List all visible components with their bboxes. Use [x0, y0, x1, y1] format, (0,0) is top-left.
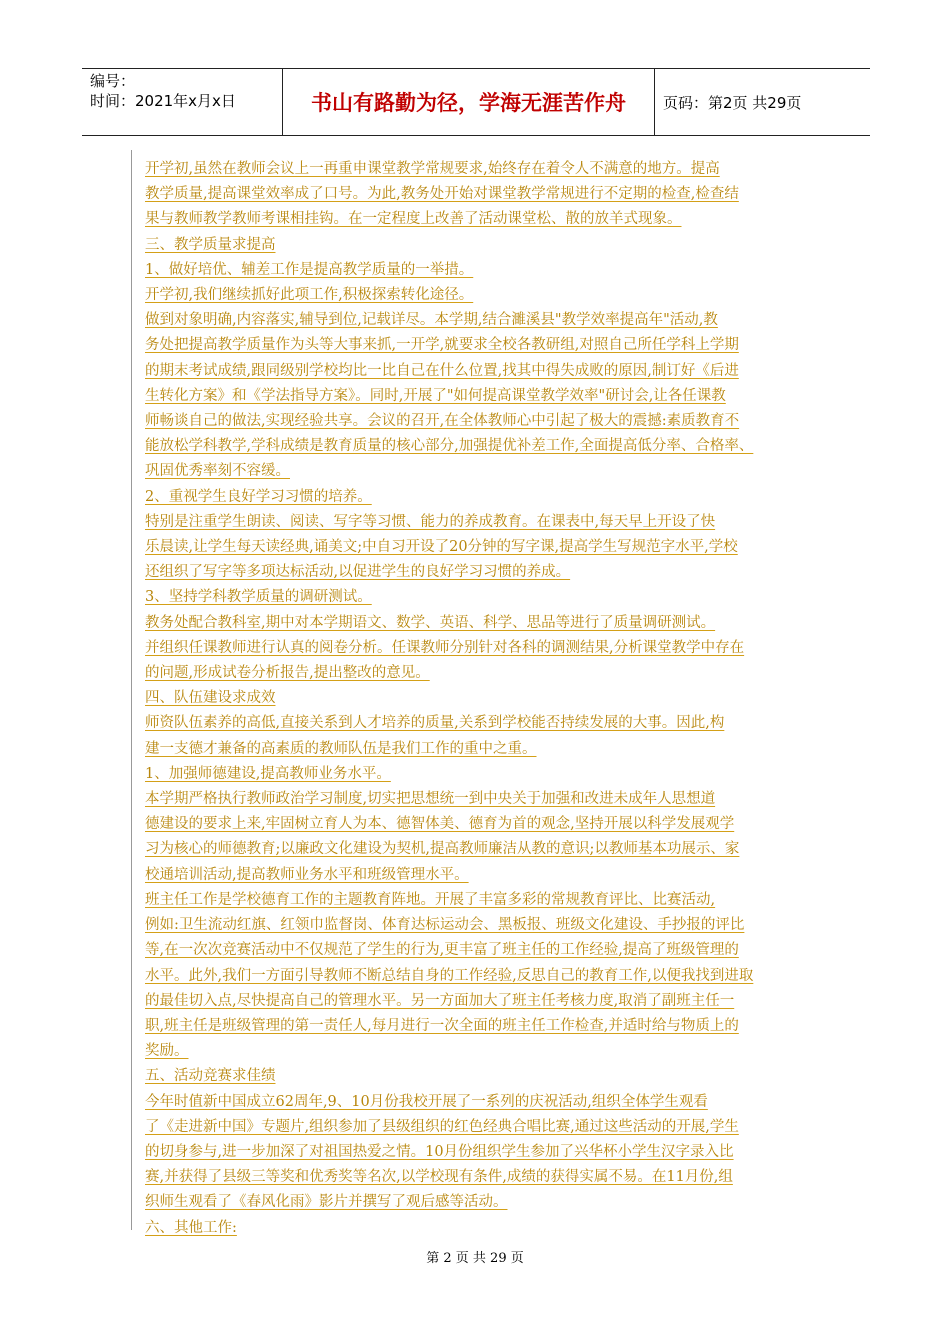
- text-line-content: 的期末考试成绩,跟同级别学校均比一比自己在什么位置,找其中得失成败的原因,制订好《后进: [145, 362, 739, 379]
- text-line-content: 赛,并获得了县级三等奖和优秀奖等名次,以学校现有条件,成绩的获得实属不易。在11月份,组: [145, 1169, 733, 1186]
- text-line-content: 开学初,我们继续抓好此项工作,积极探索转化途径。: [145, 287, 474, 304]
- text-line: [145, 308, 815, 333]
- text-line-content: 例如:卫生流动红旗、红领巾监督岗、体育达标运动会、黑板报、班级文化建设、手抄报的评比: [145, 917, 745, 934]
- text-line: [145, 964, 815, 989]
- text-line-content: 还组织了写字等多项达标活动,以促进学生的良好学习习惯的养成。: [145, 564, 571, 581]
- text-line-content: 师资队伍素养的高低,直接关系到人才培养的质量,关系到学校能否持续发展的大事。因此,构: [145, 715, 725, 732]
- text-line-content: 本学期严格执行教师政治学习制度,切实把思想统一到中央关于加强和改进未成年人思想道: [145, 791, 716, 808]
- text-line-content: 并组织任课教师进行认真的阅卷分析。任课教师分别针对各科的调测结果,分析课堂教学中存在: [145, 639, 745, 656]
- text-line-content: 四、队伍建设求成效: [145, 690, 276, 707]
- text-line-content: 教务处配合教科室,期中对本学期语文、数学、英语、科学、思品等进行了质量调研测试。: [145, 614, 716, 631]
- text-line-content: 做到对象明确,内容落实,辅导到位,记载详尽。本学期,结合濉溪县"教学效率提高年"活动,教: [145, 312, 718, 329]
- text-line: [145, 686, 815, 711]
- text-line: [145, 258, 815, 283]
- text-line: [145, 1216, 815, 1241]
- text-line: [145, 737, 815, 762]
- number-label: 编号：: [90, 72, 136, 90]
- time-label: 时间：2021年x月x日: [90, 92, 236, 110]
- text-line-content: 开学初,虽然在教师会议上一再重申课堂教学常规要求,始终存在着令人不满意的地方。提高: [145, 161, 720, 177]
- header-motto: 书山有路勤为径，学海无涯苦作舟: [282, 69, 655, 135]
- text-line: [145, 283, 815, 308]
- text-line: [145, 585, 815, 610]
- text-line-content: 奖励。: [145, 1043, 189, 1060]
- header-meta: [82, 69, 282, 135]
- text-line: [145, 711, 815, 736]
- text-line: [145, 1115, 815, 1140]
- text-line: [145, 1039, 815, 1064]
- text-line: [145, 535, 815, 560]
- text-line-content: 了《走进新中国》专题片,组织参加了县级组织的红色经典合唱比赛,通过这些活动的开展,学生: [145, 1118, 739, 1135]
- text-line-content: 等,在一次次竞赛活动中不仅规范了学生的行为,更丰富了班主任的工作经验,提高了班级管理的: [145, 942, 739, 959]
- text-line: [145, 762, 815, 787]
- text-line: [145, 1140, 815, 1165]
- text-line: [145, 359, 815, 384]
- text-line: [145, 333, 815, 358]
- text-line: [145, 661, 815, 686]
- text-line-content: 生转化方案》和《学法指导方案》。同时,开展了"如何提高课堂教学效率"研讨会,让各任课教: [145, 387, 726, 404]
- text-line: [145, 157, 815, 182]
- text-line-content: 务处把提高教学质量作为头等大事来抓,一开学,就要求全校各教研组,对照自己所任学科上学期: [145, 337, 739, 354]
- text-line-content: 的切身参与,进一步加深了对祖国热爱之情。10月份组织学生参加了兴华杯小学生汉字录入比: [145, 1143, 734, 1160]
- text-line: [145, 1190, 815, 1215]
- document-body: [145, 157, 815, 1241]
- page-header: [82, 68, 870, 136]
- text-line: [145, 863, 815, 888]
- text-line-content: 2、重视学生良好学习习惯的培养。: [145, 488, 372, 505]
- text-line: [145, 636, 815, 661]
- text-line: [145, 409, 815, 434]
- page-footer: 第 2 页 共 29 页: [426, 1251, 524, 1266]
- text-line: [145, 384, 815, 409]
- text-line-content: 三、教学质量求提高: [145, 236, 276, 253]
- text-line-content: 能放松学科教学,学科成绩是教育质量的核心部分,加强提优补差工作,全面提高低分率、合格率、: [145, 438, 754, 455]
- text-line-content: 建一支德才兼备的高素质的教师队伍是我们工作的重中之重。: [145, 740, 537, 757]
- text-line-content: 1、做好培优、辅差工作是提高教学质量的一举措。: [145, 261, 474, 278]
- margin-line: [131, 150, 132, 1230]
- text-line-content: 果与教师教学教师考课相挂钩。在一定程度上改善了活动课堂松、散的放羊式现象。: [145, 211, 682, 228]
- text-line: [145, 1165, 815, 1190]
- text-line-content: 1、加强师德建设,提高教师业务水平。: [145, 765, 391, 782]
- text-line: [145, 938, 815, 963]
- text-line: [145, 913, 815, 938]
- text-line-content: 职,班主任是班级管理的第一责任人,每月进行一次全面的班主任工作检查,并适时给与物质上的: [145, 1017, 739, 1034]
- text-line-content: 班主任工作是学校德育工作的主题教育阵地。开展了丰富多彩的常规教育评比、比赛活动,: [145, 891, 716, 908]
- text-line-content: 水平。此外,我们一方面引导教师不断总结自身的工作经验,反思自己的教育工作,以便我找到进取: [145, 967, 754, 984]
- text-line-content: 的问题,形成试卷分析报告,提出整改的意见。: [145, 665, 430, 682]
- header-page-label: 页码：第2页 共29页: [663, 93, 802, 112]
- text-line-content: 习为核心的师德教育;以廉政文化建设为契机,提高教师廉洁从教的意识;以教师基本功展示、家: [145, 841, 740, 858]
- text-line: [145, 812, 815, 837]
- text-line-content: 六、其他工作:: [145, 1219, 237, 1236]
- text-line: [145, 888, 815, 913]
- text-line: [145, 207, 815, 232]
- text-line-content: 五、活动竞赛求佳绩: [145, 1068, 276, 1085]
- text-line: [145, 611, 815, 636]
- text-line: [145, 560, 815, 585]
- text-line: [145, 1014, 815, 1039]
- text-line-content: 德建设的要求上来,牢固树立育人为本、德智体美、德育为首的观念,坚持开展以科学发展观学: [145, 816, 735, 833]
- text-line: [145, 434, 815, 459]
- text-line-content: 乐晨读,让学生每天读经典,诵美文;中自习开设了20分钟的写字课,提高学生写规范字水平,学校: [145, 539, 738, 556]
- text-line: [145, 459, 815, 484]
- text-line: [145, 837, 815, 862]
- text-line: [145, 485, 815, 510]
- text-line-content: 师畅谈自己的做法,实现经验共享。会议的召开,在全体教师心中引起了极大的震撼:素质教育不: [145, 413, 740, 430]
- text-line: [145, 233, 815, 258]
- text-line: [145, 989, 815, 1014]
- text-line-content: 今年时值新中国成立62周年,9、10月份我校开展了一系列的庆祝活动,组织全体学生观看: [145, 1093, 708, 1110]
- text-line-content: 3、坚持学科教学质量的调研测试。: [145, 589, 372, 606]
- text-line-content: 的最佳切入点,尽快提高自己的管理水平。另一方面加大了班主任考核力度,取消了副班主任一: [145, 992, 735, 1009]
- text-line: [145, 1064, 815, 1089]
- text-line: [145, 787, 815, 812]
- text-line-content: 校通培训活动,提高教师业务水平和班级管理水平。: [145, 866, 469, 883]
- text-line: [145, 182, 815, 207]
- text-line-content: 教学质量,提高课堂效率成了口号。为此,教务处开始对课堂教学常规进行不定期的检查,检查结: [145, 186, 739, 203]
- text-line-content: 特别是注重学生朗读、阅读、写字等习惯、能力的养成教育。在课表中,每天早上开设了快: [145, 513, 716, 530]
- text-line-content: 织师生观看了《春风化雨》影片并撰写了观后感等活动。: [145, 1194, 508, 1211]
- text-line: [145, 510, 815, 535]
- text-line-content: 巩固优秀率刻不容缓。: [145, 463, 290, 480]
- text-line: [145, 1090, 815, 1115]
